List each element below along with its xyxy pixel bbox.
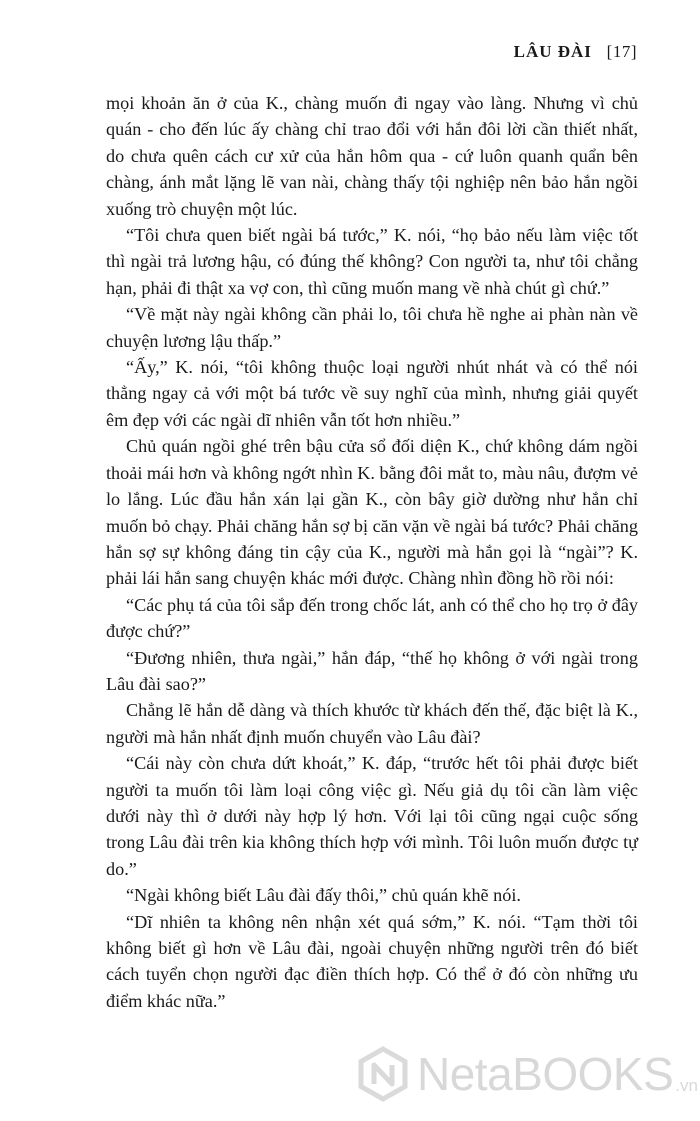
body-text (106, 90, 638, 1014)
page-number: [17] (606, 42, 637, 61)
paragraph: “Ngài không biết Lâu đài đấy thôi,” chủ quán khẽ nói. (126, 885, 521, 906)
paragraph: mọi khoản ăn ở của K., chàng muốn đi ngay vào làng. Nhưng vì chủ quán - cho đến lúc ấy chàng chỉ trao đổi với hắn đôi lời cần thiết nhất, do chưa quên cách cư xử của hắn hôm qua - cứ luôn quanh quẩn bên chàng, ánh mắt lặng lẽ van nài, chàng thấy tội nghiệp nên bảo hắn ngồi xuống trò chuyện một lúc. (106, 93, 638, 219)
paragraph: “Đương nhiên, thưa ngài,” hắn đáp, “thế họ không ở với ngài trong Lâu đài sao?” (106, 647, 638, 694)
paragraph: Chẳng lẽ hắn dễ dàng và thích khước từ khách đến thế, đặc biệt là K., người mà hắn nhất định muốn chuyển vào Lâu đài? (106, 700, 638, 747)
watermark-text: NetaBOOKS (417, 1048, 674, 1100)
paragraph: “Về mặt này ngài không cần phải lo, tôi chưa hề nghe ai phàn nàn về chuyện lương lậu thấp.” (106, 304, 638, 351)
paragraph: “Cái này còn chưa dứt khoát,” K. đáp, “trước hết tôi phải được biết người ta muốn tôi làm loại công việc gì. Nếu giả dụ tôi cần làm việc dưới này thì ở dưới này hợp lý hơn. Với lại tôi cũng ngại cuộc sống trong Lâu đài trên kia không thích hợp với mình. Tôi luôn muốn được tự do.” (106, 753, 638, 879)
paragraph: “Dĩ nhiên ta không nên nhận xét quá sớm,” K. nói. “Tạm thời tôi không biết gì hơn về Lâu đài, ngoài chuyện những người trên đó biết cách tuyển chọn người đạc điền thích hợp. Có thể ở đó còn những ưu điểm khác nữa.” (106, 911, 638, 1011)
running-header (514, 42, 637, 62)
paragraph: Chủ quán ngồi ghé trên bậu cửa sổ đối diện K., chứ không dám ngồi thoải mái hơn và không ngớt nhìn K. bằng đôi mắt to, màu nâu, đượm vẻ lo lắng. Lúc đầu hắn xán lại gần K., còn bây giờ dường như hắn chỉ muốn bỏ chạy. Phải chăng hắn sợ bị căn vặn về ngài bá tước? Phải chăng hắn sợ sự không đáng tin cậy của K., người mà hắn gọi là “ngài”? K. phải lái hắn sang chuyện khác mới được. Chàng nhìn đồng hồ rồi nói: (106, 436, 638, 589)
watermark-suffix: .vn (675, 1076, 698, 1095)
paragraph: “Các phụ tá của tôi sắp đến trong chốc lát, anh có thể cho họ trọ ở đây được chứ?” (106, 594, 638, 642)
paragraph: “Tôi chưa quen biết ngài bá tước,” K. nói, “họ bảo nếu làm việc tốt thì ngài trả lương hậu, có đúng thế không? Con người ta, như tôi chẳng hạn, phải đi thật xa vợ con, thì cũng muốn mang về nhà chút gì chứ.” (106, 225, 638, 298)
paragraph: “Ấy,” K. nói, “tôi không thuộc loại người nhút nhát và có thể nói thẳng ngay cả với một bá tước về suy nghĩ của mình, nhưng giải quyết êm đẹp với các ngài dĩ nhiên vẫn tốt hơn nhiều.” (106, 357, 638, 430)
netabooks-logo-icon (355, 1046, 411, 1102)
running-header-title: LÂU ĐÀI (513, 42, 592, 61)
watermark (355, 1046, 698, 1102)
